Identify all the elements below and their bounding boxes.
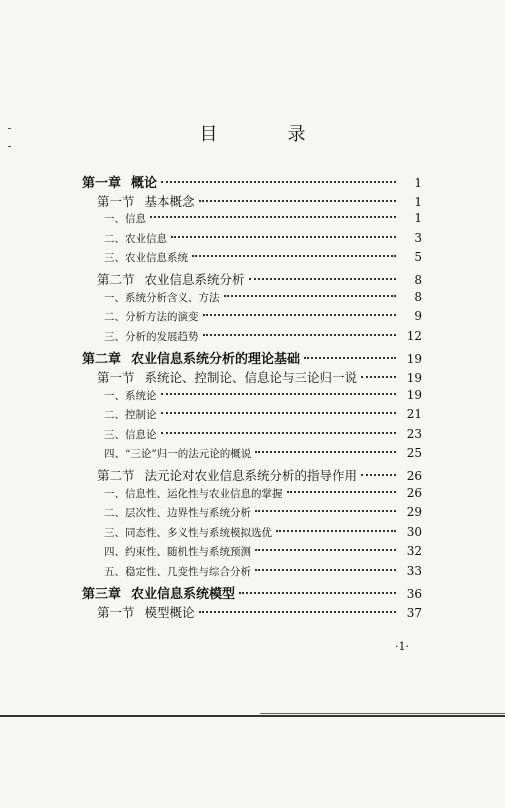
toc-entry-page: 19 [406,387,422,402]
toc-item [82,309,422,329]
dot-leader [255,549,396,551]
toc-entry-page: 36 [406,587,422,602]
toc-entry-label [104,544,251,559]
toc-entry-label [104,564,251,579]
toc-entry-page: 1 [414,176,422,190]
dot-leader [150,216,396,218]
toc-entry-label [97,368,357,386]
toc-entry-page: 33 [406,563,422,578]
toc-entry-text: 二、农业信息 [104,232,167,245]
toc-section [82,270,422,290]
toc-entry-label [104,309,199,324]
toc-item [82,525,422,545]
toc-entry-number: 第一章 [82,176,122,191]
toc-entry-label [104,427,157,442]
toc-entry-text: 系统论、控制论、信息论与三论归一说 [144,369,358,385]
toc-entry-label [104,290,220,305]
toc-chapter [82,348,422,368]
toc-section [82,603,422,623]
toc-entry-label [104,486,283,501]
toc-item [82,329,422,349]
toc-item [82,388,422,408]
toc-entry-page: 1 [414,211,422,226]
toc-entry-number: 第二节 [97,467,135,483]
toc-entry-page: 8 [414,289,422,304]
toc-entry-text: 农业信息系统分析的理论基础 [131,352,301,368]
toc-entry-text: 概论 [131,176,158,191]
toc-entry-label [104,250,188,265]
toc-entry-page: 25 [406,446,422,461]
toc-section [82,466,422,486]
toc-entry-page: 26 [406,468,422,483]
dot-leader [192,255,396,257]
toc-entry-label [97,466,357,484]
toc-chapter [82,583,422,603]
bottom-rule [0,715,505,717]
toc-entry-label [104,446,251,461]
toc-entry-label [82,172,157,191]
dot-leader [161,412,397,414]
toc-entry-label [97,270,245,288]
toc-section [82,192,422,212]
toc-entry-page: 8 [414,272,422,287]
toc-entry-number: 第二节 [97,271,135,287]
toc-entry-page: 30 [406,524,422,539]
toc-entry-text: 三、分析的发展趋势 [104,330,199,343]
dot-leader [161,181,396,183]
toc-entry-text: 一、信息性、运化性与农业信息的掌握 [104,487,283,500]
toc-entry-page: 1 [414,194,422,209]
toc-entry-text: 二、控制论 [104,409,157,422]
toc-entry-text: 四、约束性、随机性与系统预测 [104,546,251,559]
toc-entry-page: 9 [414,309,422,324]
toc-entry-label [104,505,251,520]
toc-entry-page: 12 [406,328,422,343]
toc-entry-number: 第二章 [82,352,122,368]
toc-entry-label [104,407,157,422]
toc-entry-text: 模型概论 [144,605,195,621]
toc-entry-text: 三、农业信息系统 [104,252,188,265]
dot-leader [276,530,396,532]
toc-item [82,407,422,427]
toc-entry-page: 21 [406,407,422,422]
toc-entry-label [97,192,195,210]
toc-entry-label [104,525,272,540]
toc-entry-text: 农业信息系统分析 [144,271,245,287]
toc-entry-text: 一、系统分析含义、方法 [104,291,220,304]
toc-item [82,211,422,231]
toc-item [82,427,422,447]
toc-item [82,486,422,506]
toc-entry-text: 五、稳定性、几变性与综合分析 [104,565,251,578]
toc-item [82,446,422,466]
toc-entry-text: 二、分析方法的演变 [104,311,199,324]
toc-entry-label [82,583,235,602]
dot-leader [171,236,396,238]
toc-entry-page: 29 [406,505,422,520]
toc-entry-label [97,603,195,621]
toc-chapter [82,172,422,192]
toc-entry-number: 第一节 [97,193,135,209]
toc-entry-text: 三、同态性、多义性与系统模拟选优 [104,526,272,539]
toc-entry-number: 第三章 [82,587,122,603]
toc-section [82,368,422,388]
toc-entry-page: 19 [406,352,422,367]
toc-entry-label [82,348,300,367]
toc-item [82,505,422,525]
toc-entry-number: 第一节 [97,605,135,621]
dot-leader [224,295,397,297]
dot-leader [161,432,397,434]
toc-item [82,564,422,584]
dot-leader [249,278,396,280]
toc-entry-text: 法元论对农业信息系统分析的指导作用 [144,467,358,483]
toc-entry-page: 3 [414,230,422,245]
dot-leader [203,314,397,316]
dot-leader [361,474,396,476]
toc-entry-text: 三、信息论 [104,428,157,441]
toc-entry-label [104,388,157,403]
dot-leader [304,357,396,359]
toc-entry-page: 32 [406,544,422,559]
toc-entry-text: 一、系统论 [104,389,157,402]
toc-entry-label [104,211,146,226]
dot-leader [239,592,396,594]
page-title: 目 录 [199,124,332,145]
dot-leader [255,451,396,453]
dot-leader [255,569,396,571]
table-of-contents [82,172,422,623]
toc-entry-label [104,329,199,344]
toc-item [82,544,422,564]
dot-leader [255,510,396,512]
toc-item [82,250,422,270]
toc-entry-text: 农业信息系统模型 [131,587,236,603]
toc-entry-text: 二、层次性、边界性与系统分析 [104,507,251,520]
toc-entry-page: 23 [406,426,422,441]
toc-entry-text: 一、信息 [104,213,146,226]
scan-mark [8,128,11,129]
page-number: ·1· [395,640,409,653]
toc-entry-page: 5 [414,250,422,265]
toc-entry-label [104,231,167,246]
toc-entry-number: 第一节 [97,369,135,385]
toc-entry-page: 19 [406,370,422,385]
toc-entry-page: 26 [406,485,422,500]
bottom-rule-thin [260,713,505,714]
dot-leader [361,376,396,378]
toc-item [82,231,422,251]
toc-item [82,290,422,310]
toc-entry-text: 基本概念 [144,193,195,209]
dot-leader [199,611,396,613]
dot-leader [161,393,397,395]
dot-leader [287,491,397,493]
dot-leader [203,334,397,336]
dot-leader [199,200,396,202]
toc-entry-page: 37 [406,606,422,621]
toc-entry-text: 四、“三论”归一的法元论的概说 [104,448,252,461]
scan-mark [8,146,11,147]
